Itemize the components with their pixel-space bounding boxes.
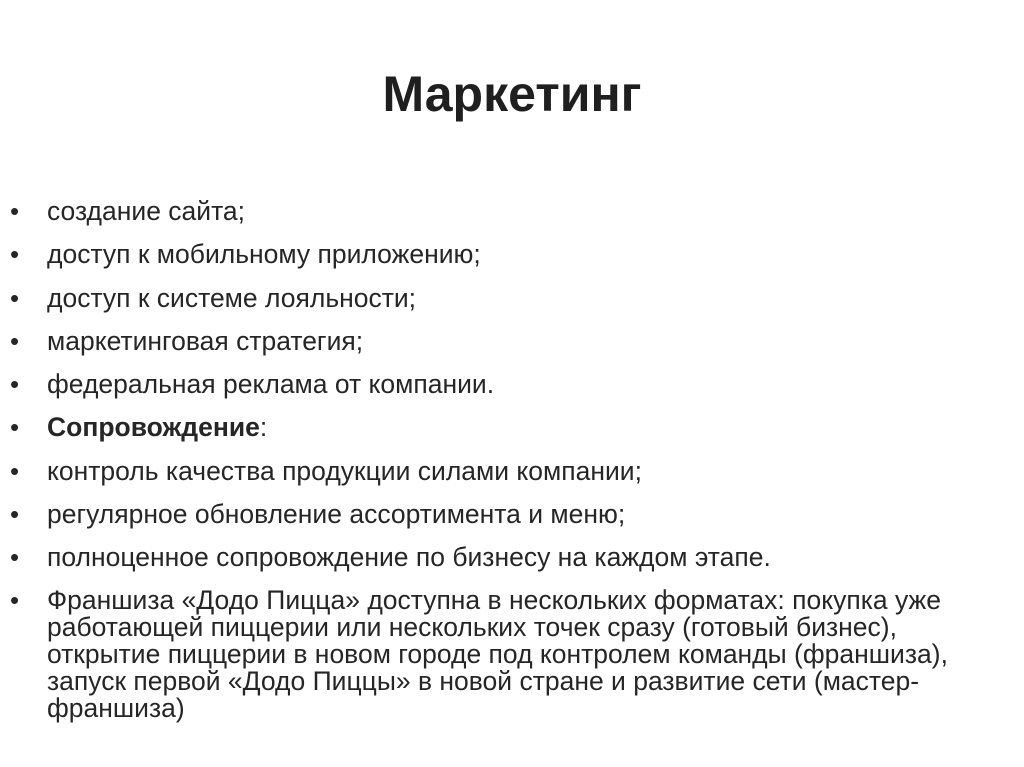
bullet-icon: • (10, 325, 20, 356)
bullet-icon: • (10, 412, 20, 443)
section-heading-colon: : (259, 412, 268, 443)
list-item-text: регулярное обновление ассортимента и меню; (47, 499, 626, 530)
list-item (10, 240, 1000, 268)
list-item-text: полноценное сопровождение по бизнесу на каждом этапе. (47, 542, 771, 573)
list-item-text: контроль качества продукции силами компании; (47, 455, 642, 486)
bullet-icon: • (10, 282, 20, 313)
list-item (10, 500, 1000, 528)
list-item (10, 370, 1000, 398)
bullet-icon: • (10, 542, 20, 573)
list-item-text: Франшиза «Додо Пицца» доступна в нескольких форматах: покупка уже работающей пиццерии или нескольких точек сразу (готовый бизнес), открытие пиццерии в новом городе под контролем команды (франшиза), запуск первой «Додо Пиццы» в новой стране и развитие сети (мастер-франшиза) (47, 584, 948, 723)
list-item-text: доступ к мобильному приложению; (47, 239, 481, 270)
list-item (10, 543, 1000, 571)
bullet-icon: • (10, 196, 20, 226)
section-heading-text: Сопровождение (47, 412, 260, 443)
list-item (10, 457, 1000, 485)
list-item (10, 327, 1000, 355)
bullet-icon: • (10, 239, 20, 270)
bullet-icon: • (10, 369, 20, 400)
list-item (10, 197, 1000, 225)
list-item-franchise (10, 584, 1000, 723)
slide-title: Маркетинг (382, 66, 642, 122)
list-item (10, 284, 1000, 312)
list-item-text: федеральная реклама от компании. (47, 369, 495, 400)
list-item-text: доступ к системе лояльности; (47, 282, 417, 313)
list-item-text: создание сайта; (47, 196, 246, 226)
bullet-icon: • (10, 584, 20, 615)
bullet-list (10, 197, 1000, 737)
bullet-icon: • (10, 499, 20, 530)
bullet-icon: • (10, 455, 20, 486)
list-item-section-heading (10, 413, 1000, 441)
list-item-text: маркетинговая стратегия; (47, 325, 364, 356)
